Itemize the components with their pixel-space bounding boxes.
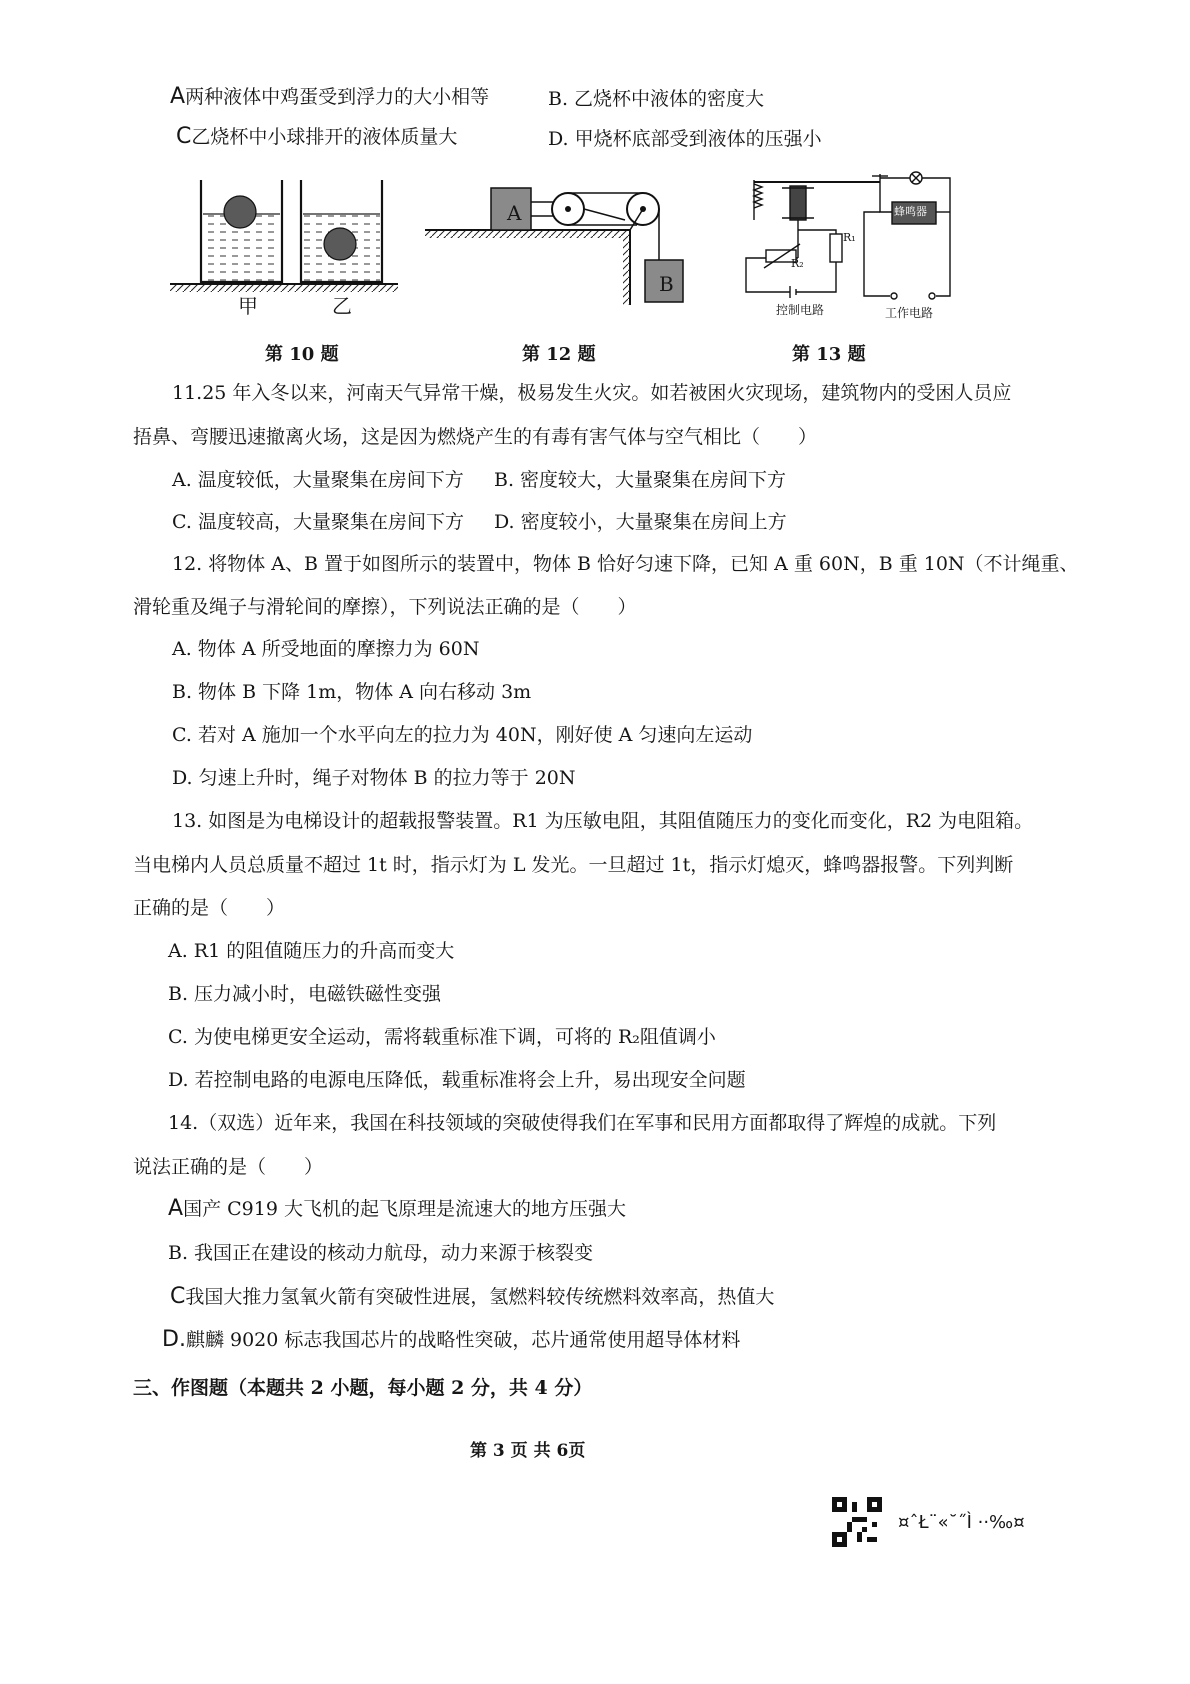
q14-option-d: D.麒麟 9020 标志我国芯片的战略性突破，芯片通常使用超导体材料 xyxy=(162,1327,741,1352)
q13-stem-line1: 13. 如图是为电梯设计的超载报警装置。R1 为压敏电阻，其阻值随压力的变化而变化，R2 为电阻箱。 xyxy=(172,810,1034,832)
q11-option-b: B. 密度较大，大量聚集在房间下方 xyxy=(494,469,787,491)
label-block-a: A xyxy=(507,201,522,225)
q12-stem-line2: 滑轮重及绳子与滑轮间的摩擦），下列说法正确的是（ ） xyxy=(133,596,637,618)
handwritten-mark: A xyxy=(168,1196,184,1221)
corner-garbled-text: ¤ˆŁ¨«˘˝Ì ··‰¤ xyxy=(898,1512,1025,1533)
ball-yi xyxy=(324,228,356,260)
q12-option-a: A. 物体 A 所受地面的摩擦力为 60N xyxy=(172,638,480,660)
q13-option-d: D. 若控制电路的电源电压降低，载重标准将会上升，易出现安全问题 xyxy=(168,1069,746,1091)
q14-option-a: A国产 C919 大飞机的起飞原理是流速大的地方压强大 xyxy=(168,1196,626,1221)
q13-option-c: C. 为使电梯更安全运动，需将载重标准下调，可将的 R₂阻值调小 xyxy=(168,1026,716,1048)
q14-option-b: B. 我国正在建设的核动力航母，动力来源于核裂变 xyxy=(168,1242,594,1264)
q12-option-d: D. 匀速上升时，绳子对物体 B 的拉力等于 20N xyxy=(172,767,576,789)
q10-option-c: C乙烧杯中小球排开的液体质量大 xyxy=(176,124,458,149)
q13-stem-line3: 正确的是（ ） xyxy=(133,897,286,919)
qr-code-icon xyxy=(832,1497,882,1547)
q12-option-c: C. 若对 A 施加一个水平向左的拉力为 40N，刚好使 A 匀速向左运动 xyxy=(172,724,753,746)
figure-13-caption: 第 13 题 xyxy=(792,344,866,365)
label-r2: R₂ xyxy=(791,257,804,270)
q11-stem-line2: 捂鼻、弯腰迅速撤离火场，这是因为燃烧产生的有毒有害气体与空气相比（ ） xyxy=(133,426,818,448)
q11-stem-line1: 11.25 年入冬以来，河南天气异常干燥，极易发生火灾。如若被困火灾现场，建筑物内的受困人员应 xyxy=(172,382,1012,404)
label-control-circuit: 控制电路 xyxy=(776,303,825,317)
label-buzzer: 蜂鸣器 xyxy=(894,205,927,218)
page-footer: 第 3 页 共 6页 xyxy=(470,1441,586,1461)
handwritten-mark: C xyxy=(170,1284,186,1309)
q11-option-c: C. 温度较高，大量聚集在房间下方 xyxy=(172,511,464,533)
q10-option-b: B. 乙烧杯中液体的密度大 xyxy=(548,88,765,110)
q14-option-c: C我国大推力氢氧火箭有突破性进展，氢燃料较传统燃料效率高，热值大 xyxy=(170,1284,775,1309)
q11-option-a: A. 温度较低，大量聚集在房间下方 xyxy=(172,469,464,491)
handwritten-mark: C xyxy=(176,124,192,149)
label-jia: 甲 xyxy=(238,294,258,318)
figure-12-caption: 第 12 题 xyxy=(522,344,596,365)
q13-option-b: B. 压力减小时，电磁铁磁性变强 xyxy=(168,983,442,1005)
section-3-heading: 三、作图题（本题共 2 小题，每小题 2 分，共 4 分） xyxy=(133,1377,593,1399)
q11-option-d: D. 密度较小，大量聚集在房间上方 xyxy=(494,511,787,533)
q12-option-b: B. 物体 B 下降 1m，物体 A 向右移动 3m xyxy=(172,681,532,703)
figure-10-caption: 第 10 题 xyxy=(265,344,339,365)
handwritten-mark: D. xyxy=(162,1327,186,1352)
q13-stem-line2: 当电梯内人员总质量不超过 1t 时，指示灯为 L 发光。一旦超过 1t，指示灯熄灭，蜂鸣器报警。下列判断 xyxy=(133,854,1014,876)
q10-option-d: D. 甲烧杯底部受到液体的压强小 xyxy=(548,128,822,150)
q10-option-a: A两种液体中鸡蛋受到浮力的大小相等 xyxy=(170,84,490,109)
label-r1: R₁ xyxy=(843,231,856,244)
handwritten-mark: A xyxy=(170,84,186,109)
q14-stem-line2: 说法正确的是（ ） xyxy=(133,1156,324,1178)
label-work-circuit: 工作电路 xyxy=(885,306,934,320)
label-yi: 乙 xyxy=(332,294,352,318)
figure-10-beakers xyxy=(170,172,400,322)
label-block-b: B xyxy=(659,272,674,296)
q13-option-a: A. R1 的阻值随压力的升高而变大 xyxy=(168,940,455,962)
q14-stem-line1: 14.（双选）近年来，我国在科技领域的突破使得我们在军事和民用方面都取得了辉煌的成就。下列 xyxy=(168,1112,997,1134)
q12-stem-line1: 12. 将物体 A、B 置于如图所示的装置中，物体 B 恰好匀速下降，已知 A 重 60N，B 重 10N（不计绳重、 xyxy=(172,553,1079,575)
ball-jia xyxy=(224,196,256,228)
